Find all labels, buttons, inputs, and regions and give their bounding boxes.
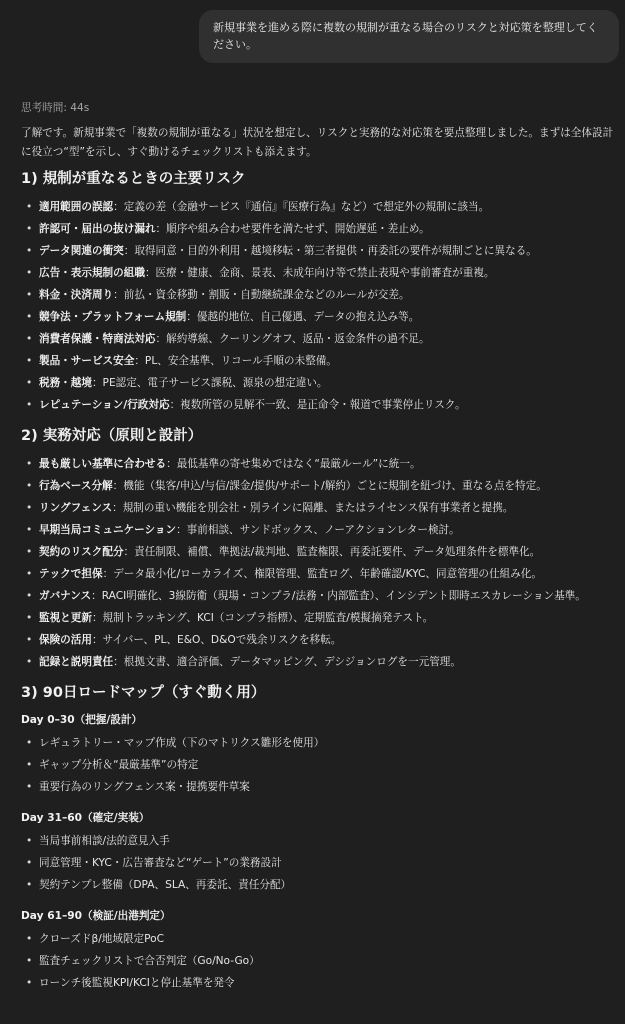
list-item: • 行為ベース分解：機能（集客/申込/与信/課金/提供/サポート/解約）ごとに規制を紐づけ、重なる点を特定。 [39, 475, 617, 497]
list-item: • クローズドβ/地域限定PoC [39, 928, 617, 950]
list-item: • ギャップ分析＆“最厳基準”の特定 [39, 754, 617, 776]
list-item: • 重要行為のリングフェンス案・提携要件草案 [39, 776, 617, 798]
list-item: • 最も厳しい基準に合わせる：最低基準の寄せ集めではなく“最厳ルール”に統一。 [39, 453, 617, 475]
list-item: • 税務・越境：PE認定、電子サービス課税、源泉の想定違い。 [39, 372, 617, 394]
list-item: • 広告・表示規制の組職：医療・健康、金商、景表、未成年向け等で禁止表現や事前審査が重複。 [39, 262, 617, 284]
list-item: • 競争法・プラットフォーム規制：優越的地位、自己優遇、データの抱え込み等。 [39, 306, 617, 328]
phase1-list [21, 732, 617, 798]
list-item: • 製品・サービス安全：PL、安全基準、リコール手順の未整備。 [39, 350, 617, 372]
list-item: • 監視と更新：規制トラッキング、KCI（コンプラ指標）、定期監査/模擬摘発テスト。 [39, 607, 617, 629]
list-item: • 契約のリスク配分：責任制限、補償、準拠法/裁判地、監査権限、再委託要件、データ処理条件を標準化。 [39, 541, 617, 563]
section1-list [21, 196, 617, 416]
list-item: • データ関連の衝突：取得同意・目的外利用・越境移転・第三者提供・再委託の要件が規制ごとに異なる。 [39, 240, 617, 262]
list-item: • 記録と説明責任：根拠文書、適合評価、データマッピング、デシジョンログを一元管理。 [39, 651, 617, 673]
list-item: • 保険の活用：サイバー、PL、E&O、D&Oで残余リスクを移転。 [39, 629, 617, 651]
list-item: • ローンチ後監視KPI/KCIと停止基準を発令 [39, 972, 617, 994]
user-message-bubble: 新規事業を進める際に複数の規制が重なる場合のリスクと対応策を整理してください。 [199, 10, 619, 63]
phase-heading: Day 0–30（把握/設計） [21, 714, 143, 727]
thinking-time-label[interactable]: 思考時間: 44s [21, 102, 90, 114]
section1-heading: 1) 規制が重なるときの主要リスク [21, 171, 246, 188]
section3-heading: 3) 90日ロードマップ（すぐ動く用） [21, 685, 266, 702]
phase-heading: Day 31–60（確定/実装） [21, 812, 150, 825]
list-item: • 監査チェックリストで合否判定（Go/No-Go） [39, 950, 617, 972]
section2-list [21, 453, 617, 673]
list-item: • レギュラトリー・マップ作成（下のマトリクス雛形を使用） [39, 732, 617, 754]
list-item: • 当局事前相談/法的意見入手 [39, 830, 617, 852]
phase-heading: Day 61–90（検証/出港判定） [21, 910, 171, 923]
list-item: • 適用範囲の誤認：定義の差（金融サービス『通信』『医療行為』など）で想定外の規制に該当。 [39, 196, 617, 218]
list-item: • 同意管理・KYC・広告審査など“ゲート”の業務設計 [39, 852, 617, 874]
list-item: • レピュテーション/行政対応：複数所管の見解不一致、是正命令・報道で事業停止リスク。 [39, 394, 617, 416]
phase3-list [21, 928, 617, 994]
list-item: • 許認可・届出の抜け漏れ：順序や組み合わせ要件を満たせず、開始遅延・差止め。 [39, 218, 617, 240]
intro-paragraph: 了解です。新規事業で「複数の規制が重なる」状況を想定し、リスクと実務的な対応策を要点整理しました。まずは全体設計に役立つ“型”を示し、すぐ動けるチェックリストも添えます。 [21, 127, 614, 158]
list-item: • 料金・決済周り：前払・資金移動・割販・自動継続課金などのルールが交差。 [39, 284, 617, 306]
list-item: • 早期当局コミュニケーション：事前相談、サンドボックス、ノーアクションレター検討。 [39, 519, 617, 541]
assistant-answer [21, 101, 617, 1004]
list-item: • 消費者保護・特商法対応：解約導線、クーリングオフ、返品・返金条件の過不足。 [39, 328, 617, 350]
list-item: • ガバナンス：RACI明確化、3線防衛（現場・コンプラ/法務・内部監査）、インシデント即時エスカレーション基準。 [39, 585, 617, 607]
list-item: • テックで担保：データ最小化/ローカライズ、権限管理、監査ログ、年齢確認/KYC、同意管理の仕組み化。 [39, 563, 617, 585]
section2-heading: 2) 実務対応（原則と設計） [21, 428, 203, 445]
list-item: • 契約テンプレ整備（DPA、SLA、再委託、責任分配） [39, 874, 617, 896]
phase2-list [21, 830, 617, 896]
list-item: • リングフェンス：規制の重い機能を別会社・別ラインに隔離、またはライセンス保有事業者と提携。 [39, 497, 617, 519]
